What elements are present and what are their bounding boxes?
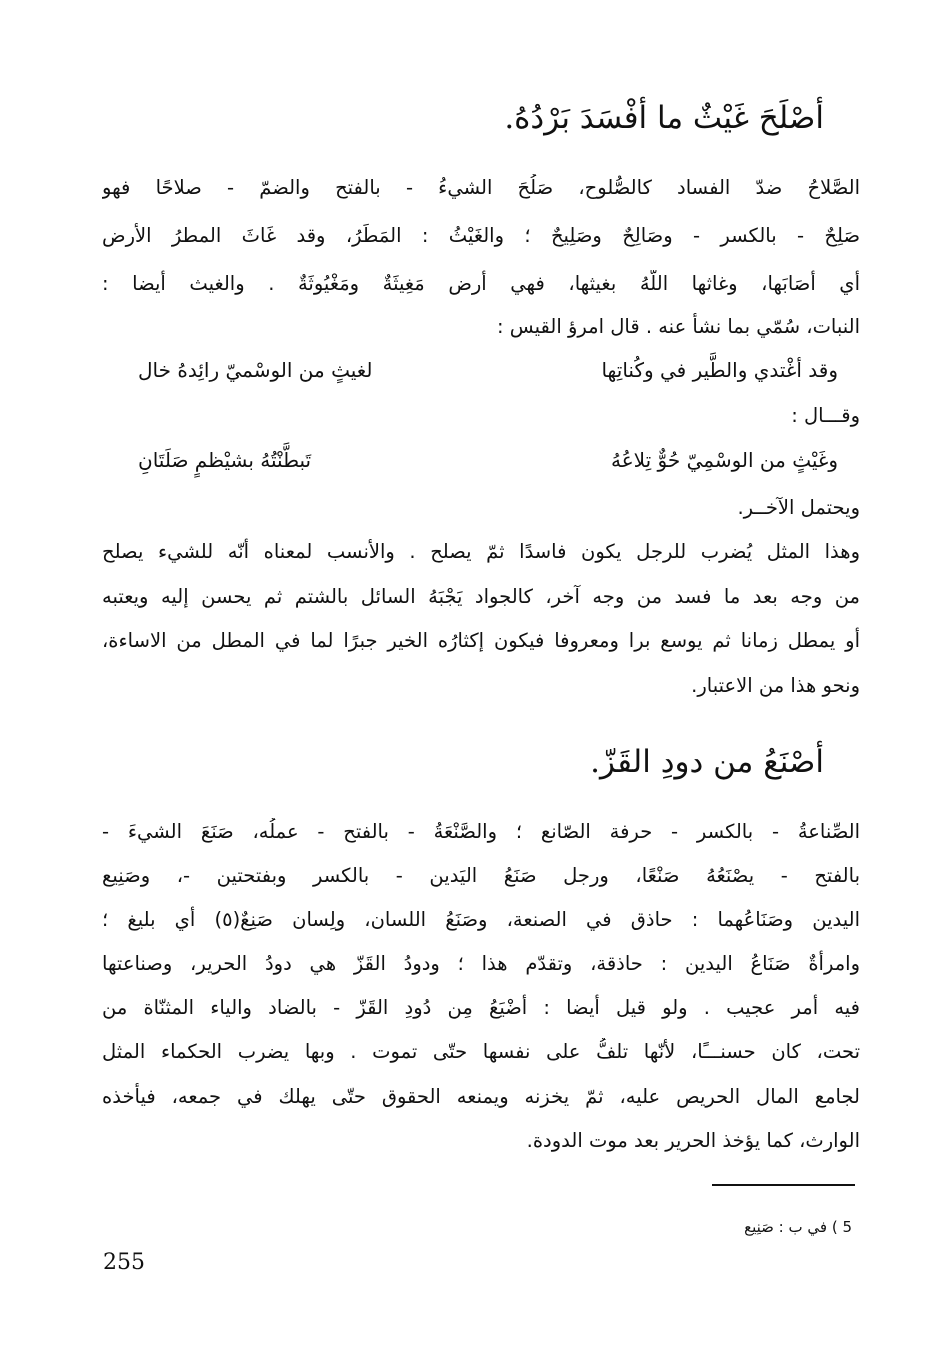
proverb-heading-1: أصْلَحَ غَيْثٌ ما أفْسَدَ بَرْدُهُ.: [504, 100, 824, 136]
paragraph-line: تحت، كان حسنـــًا، لأنّها تلفُّ على نفسها حتّى تموت . وبها يضرب الحكماء المثل: [102, 1040, 860, 1063]
verse-hemistich-first: وقد أغْتدي والطَّير في وكُناتِها: [601, 358, 838, 382]
paragraph-line: ويحتمل الآخــر.: [737, 496, 860, 519]
paragraph-line: وهذا المثل يُضرب للرجل يكون فاسدًا ثمّ يصلح . والأنسب لمعناه أنّه للشيء يصلح: [102, 540, 860, 563]
verse-hemistich-second: تَبطَّنْتُهُ بشيْظمٍ صَلَتَانِ: [138, 448, 312, 472]
paragraph-line: لجامع المال الحريص عليه، ثمّ يخزنه ويمنعه الحقوق حتّى يهلك في جمعه، فيأخذه: [102, 1085, 860, 1108]
paragraph-line: بالفتح - يصْنَعُهُ صَنْعًا، ورجل صَنَعُ اليَدين - بالكسر وبفتحتين -، وصَنِيع: [102, 864, 860, 887]
footnote-divider: [712, 1184, 855, 1186]
paragraph-line: الصِّناعةُ - بالكسر - حرفة الصّانع ؛ والصَّنْعَةُ - بالفتح - عملُه، صَنَعَ الشيءَ -: [102, 820, 860, 843]
paragraph-line: وامرأةٌ صَنَاعُ اليدين : حاذقة، وتقدّم هذا ؛ ودودُ القَزّ هي دودُ الحرير، وصناعتها: [102, 952, 860, 975]
proverb-heading-2: أصْنَعُ من دودِ القَزّ.: [590, 744, 824, 780]
paragraph-line: النبات، سُمّي بما نشأ عنه . قال امرؤ القيس :: [497, 315, 860, 338]
verse-hemistich-first: وغَيْثٍ من الوسْمِيّ حُوٌّ تِلاعُهُ: [611, 448, 838, 472]
poem-verse-2: [138, 446, 838, 476]
verse-hemistich-second: لغيثٍ من الوسْميّ رائِدهُ خال: [138, 358, 373, 382]
paragraph-line: الصَّلاحُ ضدّ الفساد كالصُّلوح، صَلُحَ الشيءُ - بالفتح والضمّ - صلاحًا فهو: [102, 176, 860, 199]
verse-intro: وقـــال :: [791, 404, 860, 427]
paragraph-line: ونحو هذا من الاعتبار.: [691, 674, 860, 697]
paragraph-line: من وجه بعد ما فسد من وجه آخر، كالجواد يَجْبَهُ السائل بالشتم ثم يحسن إليه ويعتبه: [102, 585, 860, 608]
footnote: 5 ) في ب : صَنِيع: [744, 1218, 852, 1236]
paragraph-line: صَلِحٌ - بالكسر - وصَالِحٌ وصَلِيحٌ ؛ والغَيْثُ : المَطَرُ، وقد غَاثَ المطرُ الأرض: [102, 224, 860, 247]
paragraph-line: اليدين وصَنَاعُهما : حاذق في الصنعة، وصَنَعُ اللسان، ولِسان صَنِعٌ(٥) أي بليغ ؛: [102, 908, 860, 931]
page-number: 255: [103, 1250, 145, 1275]
paragraph-line: فيه أمر عجيب . ولو قيل أيضا : أضْيَعُ مِن دُودِ القَزّ - بالضاد والياء المثنّاة من: [102, 996, 860, 1019]
paragraph-line: أي أصَابَها، وغاثها اللّهُ بغيثها، فهي أرض مَغِيثَةٌ ومَغْيُوثَةٌ . والغيث أيضا :: [102, 272, 860, 295]
poem-verse-1: [138, 356, 838, 386]
paragraph-line: الوارث، كما يؤخذ الحرير بعد موت الدودة.: [526, 1129, 860, 1152]
paragraph-line: أو يمطل زمانا ثم يوسع برا ومعروفا فيكون إكثارُه الخير جبرًا لما في المطل من الاساءة،: [102, 629, 860, 652]
